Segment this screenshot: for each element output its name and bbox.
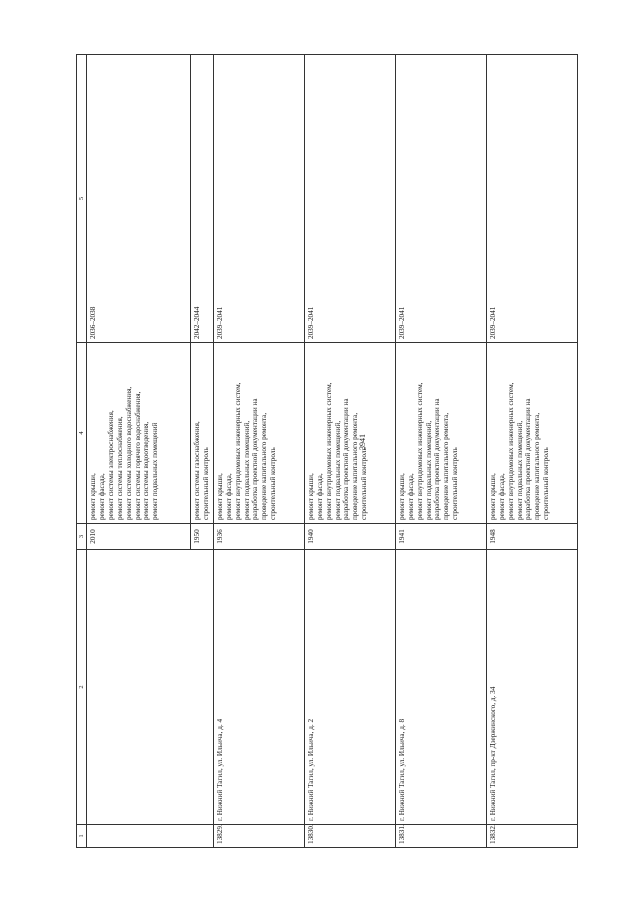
rotated-table-container: [76, 80, 576, 848]
work-line: проведение капитального ремонта,: [533, 412, 542, 520]
row-works: [304, 343, 395, 524]
row-year: 1941: [395, 524, 486, 550]
work-line: ремонт крыши,: [488, 473, 497, 520]
row-works: [213, 343, 304, 524]
header-col-1: 1: [77, 825, 87, 848]
row-year: 2010: [87, 524, 191, 550]
work-line: ремонт подвальных помещений,: [242, 420, 251, 520]
header-col-2: 2: [77, 550, 87, 825]
row-year: 1948: [486, 524, 577, 550]
work-line: разработка проектной документации на: [342, 398, 351, 520]
work-line: строительный контроль: [451, 447, 460, 520]
work-line: ремонт системы холодного водоснабжения,: [124, 386, 133, 520]
work-line: разработка проектной документации на: [433, 398, 442, 520]
table-row: [213, 55, 304, 848]
work-line: ремонт фасада,: [315, 473, 324, 520]
work-line: ремонт фасада,: [497, 473, 506, 520]
work-line: разработка проектной документации на: [524, 398, 533, 520]
work-line: ремонт системы горячего водоснабжения,: [133, 391, 142, 520]
work-line: ремонт внутридомовых инженерных систем,: [415, 382, 424, 520]
row-number: 13831.: [395, 825, 486, 848]
header-col-5: 5: [77, 55, 87, 343]
work-line: ремонт системы газоснабжения,: [193, 421, 201, 520]
table-row: [395, 55, 486, 848]
table-row: [87, 55, 191, 848]
row-year: 1936: [213, 524, 304, 550]
work-line: ремонт подвальных помещений,: [424, 420, 433, 520]
work-line: ремонт крыши,: [397, 473, 406, 520]
work-line: ремонт системы теплоснабжения,: [115, 416, 124, 520]
work-line: строительный контроль: [542, 447, 551, 520]
row-works: [87, 343, 191, 524]
work-line: строительный контроль: [269, 447, 278, 520]
work-line: ремонт фасада,: [97, 473, 106, 520]
row-year: 1950: [191, 524, 214, 550]
row-address: г. Нижний Тагил, пр-кт Дзержинского, д. 34: [486, 550, 577, 825]
table-row: [486, 55, 577, 848]
row-address: г. Нижний Тагил, ул. Ильича, д. 8: [395, 550, 486, 825]
table-row: [304, 55, 395, 848]
work-line: ремонт внутридомовых инженерных систем,: [324, 382, 333, 520]
work-line: ремонт подвальных помещений,: [333, 420, 342, 520]
row-number: 13829.: [213, 825, 304, 848]
work-line: строительный контроль: [360, 447, 369, 520]
header-col-4: 4: [77, 343, 87, 524]
work-line: ремонт системы электроснабжения,: [106, 410, 115, 520]
row-period: 2039–2041: [304, 55, 395, 343]
work-line: ремонт подвальных помещений: [151, 422, 160, 520]
capital-repair-table: [76, 54, 578, 848]
row-period: 2039–2041: [395, 55, 486, 343]
row-period: 2039–2041: [213, 55, 304, 343]
work-line: ремонт крыши,: [89, 473, 97, 520]
header-col-3: 3: [77, 524, 87, 550]
row-address: г. Нижний Тагил, ул. Ильича, д. 4: [213, 550, 304, 825]
row-address: [87, 550, 214, 825]
row-number: 13832.: [486, 825, 577, 848]
work-line: ремонт системы водоотведения,: [142, 421, 151, 520]
work-line: разработка проектной документации на: [251, 398, 260, 520]
work-line: проведение капитального ремонта,: [351, 412, 360, 520]
row-period: 2042–2044: [191, 55, 214, 343]
row-period: 2036–2038: [87, 55, 191, 343]
row-works: [191, 343, 214, 524]
work-line: ремонт внутридомовых инженерных систем,: [233, 382, 242, 520]
row-address: г. Нижний Тагил, ул. Ильича, д. 2: [304, 550, 395, 825]
work-line: строительный контроль: [201, 447, 210, 520]
row-works: [486, 343, 577, 524]
work-line: ремонт крыши,: [306, 473, 315, 520]
page-number: 3941: [358, 434, 367, 450]
work-line: ремонт внутридомовых инженерных систем,: [506, 382, 515, 520]
row-period: 2039–2041: [486, 55, 577, 343]
work-line: ремонт фасада,: [406, 473, 415, 520]
work-line: проведение капитального ремонта,: [260, 412, 269, 520]
work-line: ремонт крыши,: [215, 473, 224, 520]
header-row: [77, 55, 87, 848]
work-line: ремонт подвальных помещений,: [515, 420, 524, 520]
work-line: ремонт фасада,: [224, 473, 233, 520]
row-number: [87, 825, 214, 848]
work-line: проведение капитального ремонта,: [442, 412, 451, 520]
row-works: [395, 343, 486, 524]
row-number: 13830.: [304, 825, 395, 848]
row-year: 1940: [304, 524, 395, 550]
